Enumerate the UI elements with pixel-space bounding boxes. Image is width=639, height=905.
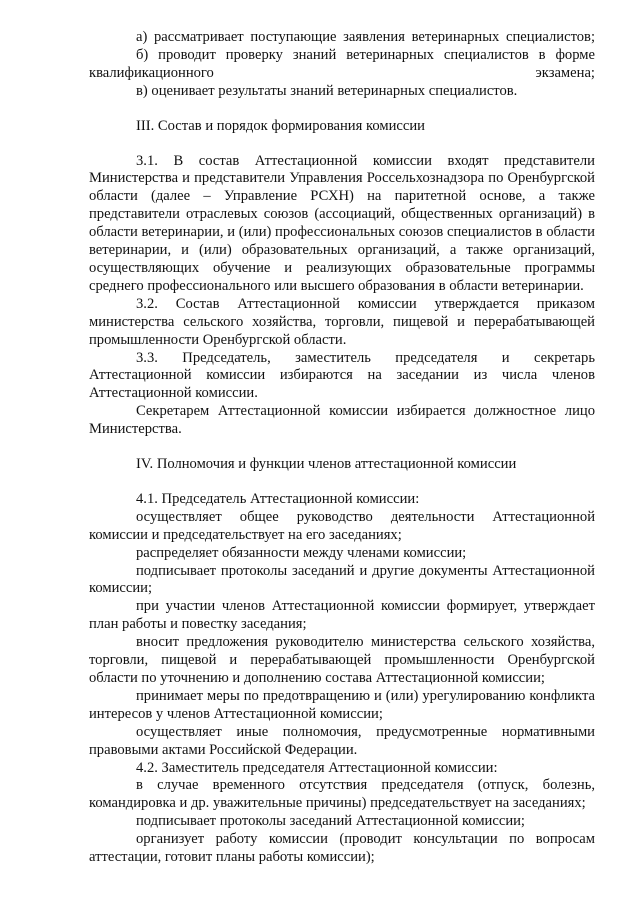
paragraph: распределяет обязанности между членами комиссии; — [136, 544, 467, 561]
section-heading: III. Состав и порядок формирования комиссии — [136, 117, 425, 134]
document-body — [89, 29, 595, 867]
paragraph: при участии членов Аттестационной комиссии формирует, утверждает план работы и повестку заседания; — [89, 598, 595, 633]
paragraph: в) оценивает результаты знаний ветеринарных специалистов. — [136, 82, 518, 99]
paragraph: 4.2. Заместитель председателя Аттестационной комиссии: — [136, 759, 498, 776]
paragraph: принимает меры по предотвращению и (или) урегулированию конфликта интересов у членов Аттестационной комиссии; — [89, 687, 595, 722]
paragraph-spacer — [89, 439, 595, 456]
paragraph-spacer — [89, 101, 595, 118]
paragraph: 4.1. Председатель Аттестационной комиссии: — [136, 490, 420, 507]
section-heading: IV. Полномочия и функции членов аттестационной комиссии — [136, 456, 517, 473]
paragraph: 3.1. В состав Аттестационной комиссии входят представители Министерства и представители Управления Россельхознадзора по Оренбургской области (далее – Управление РСХН) на паритетной основе, а также представители отраслевых союзов (ассоциаций, общественных организаций) в области ветеринарии, и (или) профессиональных союзов специалистов в области ветеринарии, и (или) образовательных организаций, а также организаций, осуществляющих обучение и реализующих образовательные программы среднего профессионального или высшего образования в области ветеринарии. — [89, 152, 595, 294]
paragraph: организует работу комиссии (проводит консультации по вопросам аттестации, готовит планы работы комиссии); — [89, 831, 595, 866]
paragraph: осуществляет иные полномочия, предусмотренные нормативными правовыми актами Российской Федерации. — [89, 723, 595, 758]
paragraph-spacer — [89, 474, 595, 491]
paragraph: подписывает протоколы заседаний и другие документы Аттестационной комиссии; — [89, 562, 595, 597]
paragraph-spacer — [89, 136, 595, 153]
paragraph: 3.2. Состав Аттестационной комиссии утверждается приказом министерства сельского хозяйства, торговли, пищевой и перерабатывающей промышленности Оренбургской области. — [89, 295, 595, 348]
paragraph: подписывает протоколы заседаний Аттестационной комиссии; — [136, 813, 525, 830]
paragraph: Секретарем Аттестационной комиссии избирается должностное лицо Министерства. — [89, 403, 595, 438]
paragraph: осуществляет общее руководство деятельности Аттестационной комиссии и председательствует на его заседаниях; — [89, 508, 595, 543]
paragraph: б) проводит проверку знаний ветеринарных специалистов в форме квалификационного экзамена; — [89, 46, 595, 81]
paragraph: вносит предложения руководителю министерства сельского хозяйства, торговли, пищевой и перерабатывающей промышленности Оренбургской области по уточнению и дополнению состава Аттестационной комиссии; — [89, 634, 595, 686]
paragraph: а) рассматривает поступающие заявления ветеринарных специалистов; — [136, 29, 595, 45]
paragraph: в случае временного отсутствия председателя (отпуск, болезнь, командировка и др. уважительные причины) председательствует на заседаниях; — [89, 777, 595, 812]
paragraph: 3.3. Председатель, заместитель председателя и секретарь Аттестационной комиссии избираются на заседании из числа членов Аттестационной комиссии. — [89, 349, 595, 402]
